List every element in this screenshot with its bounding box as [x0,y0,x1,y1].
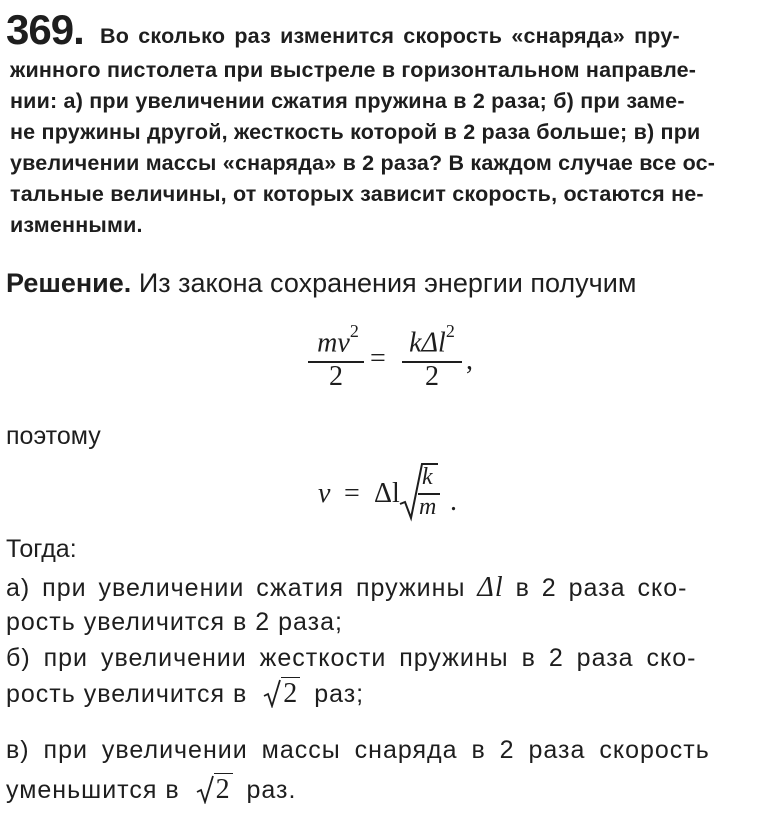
velocity-formula [318,462,478,532]
formula1-rhs-exp: 2 [445,321,455,341]
problem-line-3: нии: а) при увеличении сжатия пружина в 2 раза; б) при заме- [10,89,685,113]
answer-a-line-2: рость увеличится в 2 раза; [6,608,343,636]
problem-number: 369. [6,6,84,53]
problem-line-6: тальные величины, от которых зависит скорость, остаются не- [10,182,704,206]
answer-c-root: 2 [215,774,231,805]
answer-c-line-2: уменьшится в 2 раз. [6,774,297,805]
energy-formula [300,321,500,395]
problem-line-2: жинного пистолета при выстреле в горизонтальном направле- [10,58,697,82]
formula2-dot: . [450,486,457,517]
answer-b-line-1: б) при увеличении жесткости пружины в 2 раза ско- [6,644,697,672]
formula1-rhs-den: 2 [425,361,439,392]
formula2-root-den: m [419,494,437,520]
therefore-text: поэтому [6,422,101,450]
answer-b-line-2: рость увеличится в 2 раз; [6,678,365,709]
solution-line [6,268,636,299]
formula1-lhs-den: 2 [329,361,343,392]
sqrt-sign-icon [196,774,214,804]
solution-intro: Из закона сохранения энергии получим [138,268,637,298]
problem-line-1: Во сколько раз изменится скорость «снаряда» пру- [100,24,680,48]
problem-line-5: увеличении массы «снаряда» в 2 раза? В каждом случае все ос- [10,151,716,175]
answer-a-line-1: а) при увеличении сжатия пружины Δl в 2 раза ско- [6,572,688,603]
formula1-lhs-num: mv [317,327,350,359]
formula2-factor: Δl [374,478,400,509]
formula1-equals: = [370,343,386,374]
solution-heading: Решение. [6,268,132,298]
formula2-equals: = [344,478,360,509]
sqrt-sign-icon [263,678,281,708]
formula1-lhs-exp: 2 [349,321,359,341]
problem-line-7: изменными. [10,213,143,237]
then-text: Тогда: [6,535,77,563]
formula1-rhs-num: kΔl [409,327,446,359]
answer-b-root: 2 [283,678,299,709]
problem-line-4: не пружины другой, жесткость которой в 2 раза больше; в) при [10,120,701,144]
formula2-lhs: v [318,478,331,509]
formula1-comma: , [466,345,473,376]
formula2-root-num: k [422,464,433,490]
answer-a-symbol: Δl [477,572,504,603]
answer-c-line-1: в) при увеличении массы снаряда в 2 раза скорость [6,736,710,764]
